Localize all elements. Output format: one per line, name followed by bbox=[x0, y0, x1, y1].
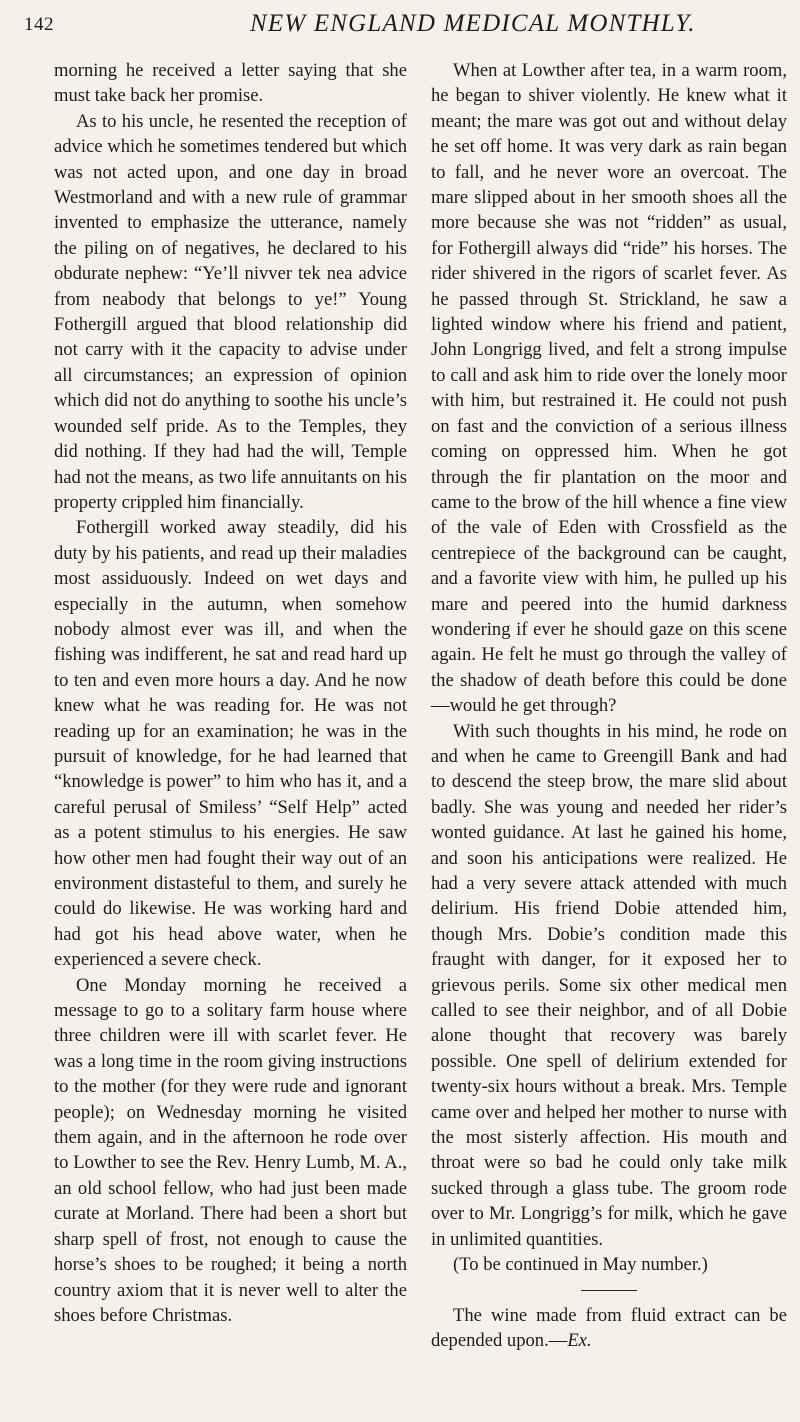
filler-note bbox=[431, 1303, 787, 1354]
running-head: NEW ENGLAND MEDICAL MONTHLY. bbox=[250, 10, 696, 37]
paragraph: When at Lowther after tea, in a warm room, he began to shiver violently. He knew what it meant; the mare was got out and without delay he set off home. It was very dark as rain began to fall, and he never wore an overcoat. The mare slipped about in her smooth shoes all the more because she was not “ridden” as usual, for Fothergill always did “ride” his horses. The rider shivered in the rigors of scarlet fever. As he passed through St. Strickland, he saw a lighted window where his friend and patient, John Longrigg lived, and felt a strong impulse to call and ask him to ride over the lonely moor with him, but restrained it. He could not push on fast and the conviction of a serious illness coming on oppressed him. When he got through the fir plantation on the moor and came to the brow of the hill whence a fine view of the vale of Eden with Crossfield as the centrepiece of the background can be caught, and a favorite view with him, he pulled up his mare and peered into the humid darkness wondering if ever he should gaze on this scene again. He felt he must go through the valley of the shadow of death before this could be done—would he get through? bbox=[431, 60, 787, 717]
page-number: 142 bbox=[24, 14, 54, 35]
left-column bbox=[54, 58, 407, 1328]
paragraph: Fothergill worked away steadily, did his duty by his patients, and read up their maladies most assiduously. Indeed on wet days and especially in the autumn, when somehow nobody almost ever was ill, and when the fishing was indifferent, he sat and read hard up to ten and even more hours a day. And he now knew what he was reading for. He was not reading up for an examination; he was in the pursuit of knowledge, for he had learned that “knowledge is power” to him who has it, and a careful perusal of Smiless’ “Self Help” acted as a potent stimulus to his energies. He saw how other men had fought their way out of an environment distasteful to them, and surely he could do likewise. He was working hard and had got his head above water, when he experienced a severe check. bbox=[54, 517, 407, 971]
paragraph: As to his uncle, he resented the reception of advice which he sometimes tendered but which was not acted upon, and one day in broad Westmorland and with a new rule of grammar invented to emphasize the utterance, namely the piling on of negatives, he declared to his obdurate nephew: “Ye’ll nivver tek nea advice from neabody that belongs to ye!” Young Fothergill argued that blood relationship did not carry with it the capacity to advise under all circumstances; an expression of opinion which did not do anything to soothe his uncle’s wounded self pride. As to the Temples, they did nothing. If they had had the will, Temple had not the means, as two life annuitants on his property crippled him financially. bbox=[54, 110, 407, 513]
paragraph: morning he received a letter saying that she must take back her promise. bbox=[54, 60, 407, 107]
paragraph: One Monday morning he received a message to go to a solitary farm house where three children were ill with scarlet fever. He was a long time in the room giving instructions to the mother (for they were rude and ignorant people); on Wednesday morning he visited them again, and in the afternoon he rode over to Lowther to see the Rev. Henry Lumb, M. A., an old school fellow, who had just been made curate at Morland. There had been a short but sharp spell of frost, not enough to cause the horse’s shoes to be roughed; it being a north country axiom that it is never well to alter the shoes before Christmas. bbox=[54, 974, 407, 1326]
paragraph: With such thoughts in his mind, he rode on and when he came to Greengill Bank and had to descend the steep brow, the mare slid about badly. She was young and needed her rider’s wonted guidance. At last he gained his home, and soon his anticipations were realized. He had a very severe attack attended with much delirium. His friend Dobie attended him, though Mrs. Dobie’s condition made this fraught with danger, for it exposed her to grievous perils. Some six other medical men called to see their neighbor, and of all Dobie alone thought that recovery was barely possible. One spell of delirium extended for twenty-six hours without a break. Mrs. Temple came over and helped her mother to nurse with the most sisterly affection. His mouth and throat were so bad he could only take milk sucked through a glass tube. The groom rode over to Mr. Longrigg’s for milk, which he gave in unlimited quantities. bbox=[431, 720, 787, 1250]
filler-note-source: Ex. bbox=[567, 1329, 592, 1351]
section-divider bbox=[581, 1290, 637, 1291]
filler-note-text: The wine made from fluid extract can be depended upon.— bbox=[431, 1304, 787, 1351]
right-column bbox=[431, 58, 787, 1353]
continued-note: (To be continued in May number.) bbox=[453, 1254, 708, 1276]
